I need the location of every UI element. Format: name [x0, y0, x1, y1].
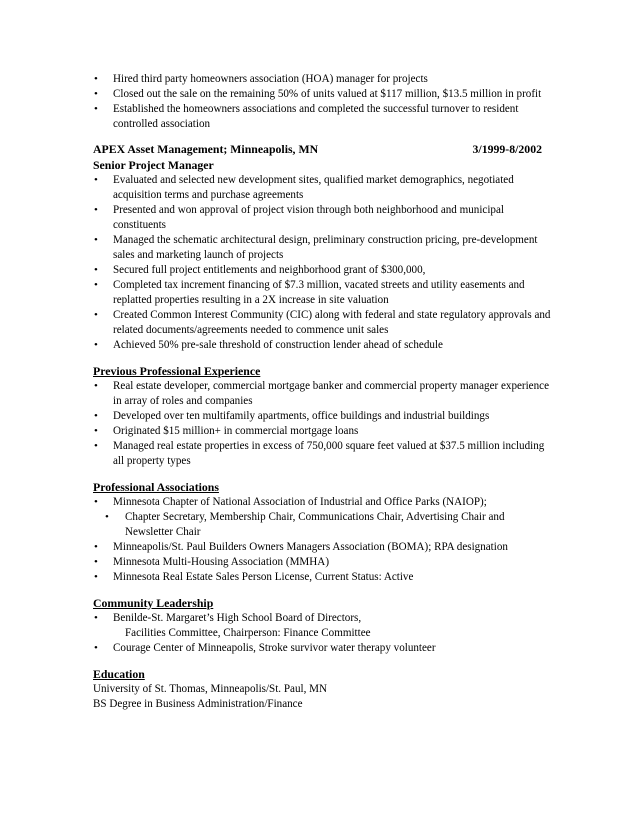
list-item: • Managed the schematic architectural design, preliminary construction pricing, pre-development sales and marketing launch of projects	[93, 233, 553, 263]
sub-list-item: • Chapter Secretary, Membership Chair, Communications Chair, Advertising Chair and Newsletter Chair	[93, 510, 553, 540]
list-item: • Established the homeowners associations and completed the successful turnover to resident controlled association	[93, 102, 553, 132]
benilde-line: • Benilde-St. Margaret’s High School Board of Directors,	[113, 612, 362, 624]
education-school: University of St. Thomas, Minneapolis/St. Paul, MN	[93, 683, 327, 695]
list-item: • Minneapolis/St. Paul Builders Owners Managers Association (BOMA); RPA designation	[93, 540, 553, 555]
list-item: • Presented and won approval of project vision through both neighborhood and municipal constituents	[93, 203, 553, 233]
resume-page	[93, 72, 553, 712]
list-item: • Created Common Interest Community (CIC) along with federal and state regulatory approvals and related documents/agreements needed to commence unit sales	[93, 308, 553, 338]
list-item: • Minnesota Chapter of National Association of Industrial and Office Parks (NAIOP);	[93, 495, 553, 510]
associations-heading: Professional Associations	[93, 480, 219, 494]
education-heading: Education	[93, 667, 145, 681]
apex-dates: 3/1999-8/2002	[472, 142, 542, 156]
list-item: • Managed real estate properties in excess of 750,000 square feet valued at $37.5 million including all property types	[93, 439, 553, 469]
education-degree: BS Degree in Business Administration/Finance	[93, 698, 303, 710]
list-item: • Real estate developer, commercial mortgage banker and commercial property manager experience in array of roles and companies	[93, 379, 553, 409]
list-item: • Developed over ten multifamily apartments, office buildings and industrial buildings	[93, 409, 553, 424]
list-item: • Achieved 50% pre-sale threshold of construction lender ahead of schedule	[93, 338, 553, 353]
list-item: • Courage Center of Minneapolis, Stroke survivor water therapy volunteer	[93, 641, 553, 656]
apex-job-header	[93, 141, 553, 157]
list-item: • Hired third party homeowners association (HOA) manager for projects	[93, 72, 553, 87]
list-item: • Minnesota Real Estate Sales Person License, Current Status: Active	[93, 570, 553, 585]
list-item: • Completed tax increment financing of $7.3 million, vacated streets and utility easements and replatted properties resulting in a 2X increase in site valuation	[93, 278, 553, 308]
list-item	[93, 611, 553, 641]
list-item: • Secured full project entitlements and neighborhood grant of $300,000,	[93, 263, 553, 278]
apex-company: APEX Asset Management; Minneapolis, MN	[93, 142, 319, 156]
apex-bullet-list	[93, 173, 553, 353]
leadership-bullet-list	[93, 611, 553, 656]
leadership-heading: Community Leadership	[93, 596, 214, 610]
benilde-sub-line: Facilities Committee, Chairperson: Finance Committee	[125, 627, 371, 639]
list-item: • Originated $15 million+ in commercial mortgage loans	[93, 424, 553, 439]
list-item: • Evaluated and selected new development sites, qualified market demographics, negotiated acquisition terms and purchase agreements	[93, 173, 553, 203]
previous-bullet-list	[93, 379, 553, 469]
list-item: • Closed out the sale on the remaining 50% of units valued at $117 million, $13.5 million in profit	[93, 87, 553, 102]
top-bullet-list	[93, 72, 553, 132]
list-item: • Minnesota Multi-Housing Association (MMHA)	[93, 555, 553, 570]
apex-title: Senior Project Manager	[93, 158, 214, 172]
associations-bullet-list	[93, 495, 553, 585]
previous-experience-heading: Previous Professional Experience	[93, 364, 261, 378]
